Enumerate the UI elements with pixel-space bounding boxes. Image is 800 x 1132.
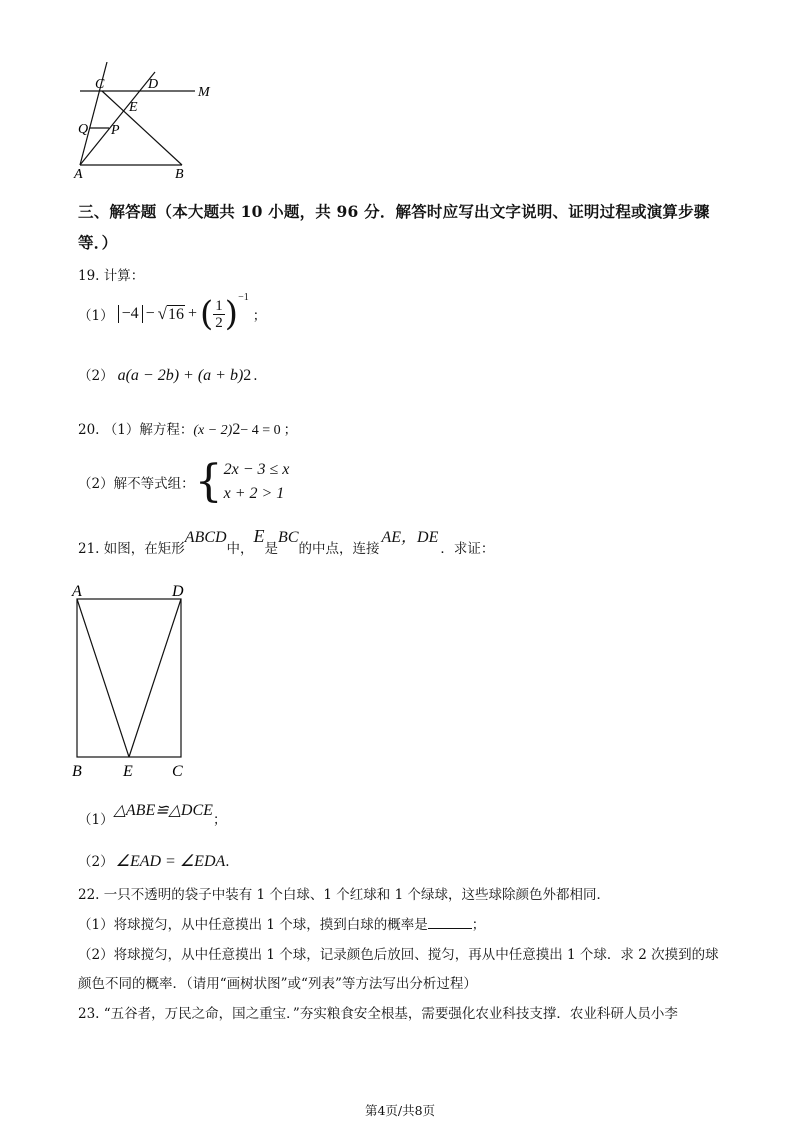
q20-p1-rest: − 4 = 0 [240,423,281,438]
question-19-part1 [78,292,266,336]
q20-sys-line1: 2x − 3 ≤ x [223,461,290,478]
label-P: P [111,123,120,138]
q21-m2: E [253,526,265,546]
q19-p1-sqrt: 16 [168,305,184,323]
section-heading-line1: 三、解答题（本大题共 10 小题，共 96 分．解答时应写出文字说明、证明过程或演算步骤 [78,202,710,221]
label-A: A [74,167,83,180]
label-E: E [129,100,138,115]
left-paren-icon: ( [200,294,214,334]
q19-p1-exp: −1 [238,292,249,303]
q21-p2-end: . [225,854,230,870]
q19-p1-frac-num: 1 [215,297,223,314]
rect-label-C: C [172,763,183,780]
question-21-stem [78,526,495,557]
question-22-stem: 22. 一只不透明的袋子中装有 1 个白球、1 个红球和 1 个绿球，这些球除颜色外都相同． [78,887,610,903]
rect-label-E: E [123,763,133,780]
question-22-part1 [78,913,485,933]
label-B: B [175,167,184,180]
q21-p1-end: ； [212,812,227,828]
q19-p1-minus: − [145,305,155,322]
answer-blank [428,916,472,929]
label-C: C [95,77,105,92]
question-22-part2-line2: 颜色不同的概率．（请用“画树状图”或“列表”等方法写出分析过程） [78,976,477,992]
q20-p1-expr: (x − 2) [193,423,233,438]
question-22-part2-line1: （2）将球搅匀，从中任意摸出 1 个球，记录颜色后放回、搅匀，再从中任意摸出 1 个球．求 2 次摸到的球 [78,947,719,963]
q19-p1-frac-den: 2 [215,314,223,331]
section-heading-line2: 等．） [78,233,118,252]
q21-t2: 中， [226,541,254,557]
q22-p1-text: （1）将球搅匀，从中任意摸出 1 个球，摸到白球的概率是 [78,917,428,933]
rectangle-figure [68,580,198,780]
label-D: D [148,77,159,92]
q21-m1: ABCD [184,529,227,546]
q19-p2-exp: 2 [243,367,252,384]
q19-p1-label: （1） [78,308,114,324]
q21-p1-expr: △ABE≌△DCE [113,802,213,819]
q21-m4: AE，DE [381,529,439,546]
label-Q: Q [78,122,89,137]
q20-sys-line2: x + 2 > 1 [223,485,285,502]
label-M: M [198,85,210,100]
geometry-figure-top [60,62,230,180]
q20-p1-exp: 2 [232,421,241,438]
rect-label-B: B [72,763,82,780]
q19-p1-abs: −4 [118,305,143,323]
right-paren-icon: ) [224,294,239,334]
q19-p1-fraction [213,298,225,331]
q19-p1-plus: + [188,305,198,322]
q19-p1-end: ； [252,308,267,324]
rect-label-D: D [172,583,184,600]
q21-t5: ．求证： [440,541,495,557]
q21-p2-expr: ∠EAD = ∠EDA [115,853,226,870]
question-20-part2 [78,458,289,506]
question-19-part2 [78,364,258,385]
question-23-line1: 23. “五谷者，万民之命，国之重宝．”夯实粮食安全根基，需要强化农业科技支撑．农业科研人员小李 [78,1006,678,1022]
q21-t1: 21. 如图，在矩形 [78,541,185,557]
inequality-system [224,458,290,506]
q20-p2-label: （2）解不等式组： [78,476,195,492]
question-21-part2 [78,850,230,871]
q19-p2-end: . [253,368,258,384]
sqrt-icon: √ [157,304,167,323]
page-number: 第4页/共8页 [364,1103,436,1118]
q21-t3: 是 [264,541,279,557]
q19-p2-label: （2） [78,368,114,384]
q19-p2-expr: a(a − 2b) + (a + b) [117,367,244,384]
q21-m3: BC [278,529,299,546]
question-20-part1 [78,418,297,439]
q20-p1-end: ； [283,422,298,438]
q20-p1-label: 20. （1）解方程： [78,422,194,438]
q21-t4: 的中点，连接 [298,541,380,557]
brace-icon: { [194,456,223,507]
question-19-stem: 19. 计算： [78,268,145,284]
question-21-part1 [78,802,227,828]
q22-p1-end: ； [471,917,486,933]
q21-p1-label: （1） [78,812,114,828]
q21-p2-label: （2） [78,854,114,870]
rect-label-A: A [72,583,82,600]
